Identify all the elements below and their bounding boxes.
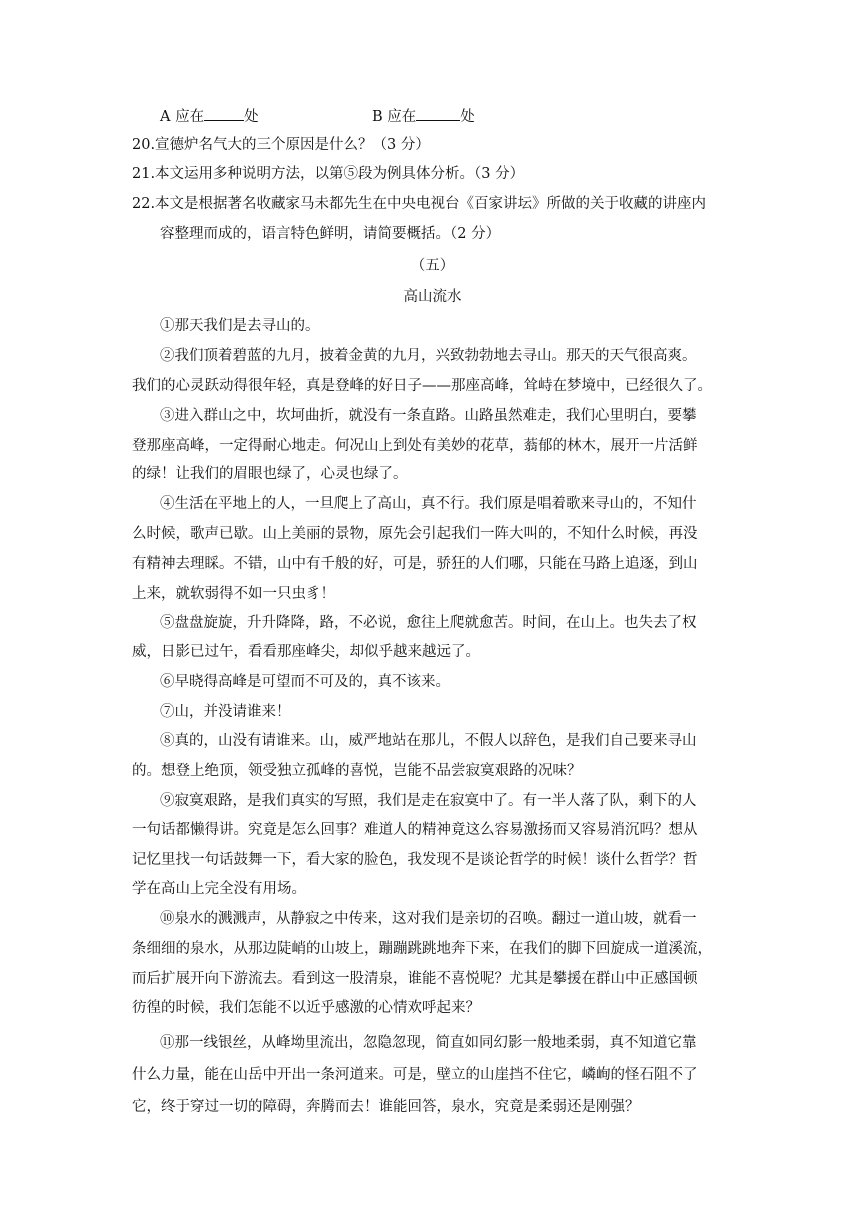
paragraph-10-line-1: ⑩泉水的溅溅声，从静寂之中传来，这对我们是亲切的召唤。翻过一道山坡，就看一 (160, 911, 697, 927)
q19-b-blank (416, 106, 460, 121)
q19-answer-a (160, 106, 259, 127)
question-20: 20.宣德炉名气大的三个原因是什么？（3 分） (132, 137, 430, 153)
paragraph-9-line-3: 记忆里找一句话鼓舞一下，看大家的脸色，我发现不是谈论哲学的时候！谈什么哲学？哲 (132, 852, 698, 868)
paragraph-10-line-4: 彷徨的时候，我们怎能不以近乎感激的心情欢呼起来？ (132, 1000, 480, 1016)
paragraph-11-line-1: ⑪那一线银丝，从峰坳里流出，忽隐忽现，简直如同幻影一般地柔弱，真不知道它靠 (160, 1035, 697, 1051)
paragraph-9-line-4: 学在高山上完全没有用场。 (132, 881, 306, 897)
paragraph-3-line-1: ③进入群山之中，坎坷曲折，就没有一条直路。山路虽然难走，我们心里明白，要攀 (160, 408, 697, 424)
paragraph-8-line-2: 的。想登上绝顶，领受独立孤峰的喜悦，岂能不品尝寂寞艰路的况味？ (132, 763, 582, 779)
question-22-line-1: 22.本文是根据著名收藏家马未都先生在中央电视台《百家讲坛》所做的关于收藏的讲座内 (132, 196, 707, 212)
q19-b-prefix: B 应在 (372, 109, 417, 125)
paragraph-4-line-1: ④生活在平地上的人，一旦爬上了高山，真不行。我们原是唱着歌来寻山的，不知什 (160, 496, 697, 512)
q19-a-prefix: A 应在 (160, 109, 205, 125)
passage-title: 高山流水 (403, 289, 462, 305)
paragraph-2-line-1: ②我们顶着碧蓝的九月，披着金黄的九月，兴致勃勃地去寻山。那天的天气很高爽。 (160, 348, 697, 364)
paragraph-5-line-1: ⑤盘盘旋旋，升升降降，路，不必说，愈往上爬就愈苦。时间，在山上。也失去了权 (160, 615, 697, 631)
paragraph-10-line-3: 而后扩展开向下游流去。看到这一股清泉，谁能不喜悦呢？尤其是攀援在群山中正感国顿 (132, 971, 698, 987)
question-21: 21.本文运用多种说明方法，以第⑤段为例具体分析。（3 分） (132, 166, 525, 182)
paragraph-4-line-2: 么时候，歌声已歇。山上美丽的景物，原先会引起我们一阵大叫的，不知什么时候，再没 (132, 526, 698, 542)
paragraph-3-line-2: 登那座高峰，一定得耐心地走。何况山上到处有美妙的花草，蓊郁的林木，展开一片活鲜 (132, 438, 698, 454)
q19-b-suffix: 处 (460, 109, 475, 125)
question-22-line-2: 容整理而成的，语言特色鲜明，请简要概括。（2 分） (160, 226, 501, 242)
paragraph-4-line-4: 上来，就软弱得不如一只虫豸！ (132, 586, 335, 602)
paragraph-11-line-2: 什么力量，能在山岳中开出一条河道来。可是，壁立的山崖挡不住它，嶙峋的怪石阻不了 (132, 1067, 698, 1083)
paragraph-9-line-2: 一句话都懒得讲。究竟是怎么回事？难道人的精神竟这么容易激扬而又容易消沉吗？想从 (132, 822, 698, 838)
section-number: （五） (410, 258, 455, 274)
paragraph-3-line-3: 的绿！让我们的眉眼也绿了，心灵也绿了。 (132, 466, 408, 482)
paragraph-8-line-1: ⑧真的，山没有请谁来。山，威严地站在那儿，不假人以辞色，是我们自己要来寻山 (160, 733, 697, 749)
q19-a-blank (204, 106, 244, 121)
paragraph-4-line-3: 有精神去理睬。不错，山中有千般的好，可是，骄狂的人们哪，只能在马路上追逐，到山 (132, 556, 698, 572)
q19-answer-b (372, 106, 475, 127)
paragraph-5-line-2: 威，日影已过午，看看那座峰尖，却似乎越来越远了。 (132, 644, 480, 660)
paragraph-1: ①那天我们是去寻山的。 (160, 318, 320, 334)
paragraph-7: ⑦山，并没请谁来！ (160, 704, 291, 720)
q19-a-suffix: 处 (244, 109, 259, 125)
paragraph-6: ⑥早晓得高峰是可望而不可及的，真不该来。 (160, 674, 450, 690)
paragraph-2-line-2: 我们的心灵跃动得很年轻，真是登峰的好日子——那座高峰，耸峙在梦境中，已经很久了。 (132, 378, 712, 394)
paragraph-11-line-3: 它，终于穿过一切的障碍，奔腾而去！谁能回答，泉水，究竟是柔弱还是刚强？ (132, 1099, 640, 1115)
paragraph-10-line-2: 条细细的泉水，从那边陡峭的山坡上，蹦蹦跳跳地奔下来，在我们的脚下回旋成一道溪流， (132, 941, 712, 957)
paragraph-9-line-1: ⑨寂寞艰路，是我们真实的写照，我们是走在寂寞中了。有一半人落了队，剩下的人 (160, 793, 697, 809)
